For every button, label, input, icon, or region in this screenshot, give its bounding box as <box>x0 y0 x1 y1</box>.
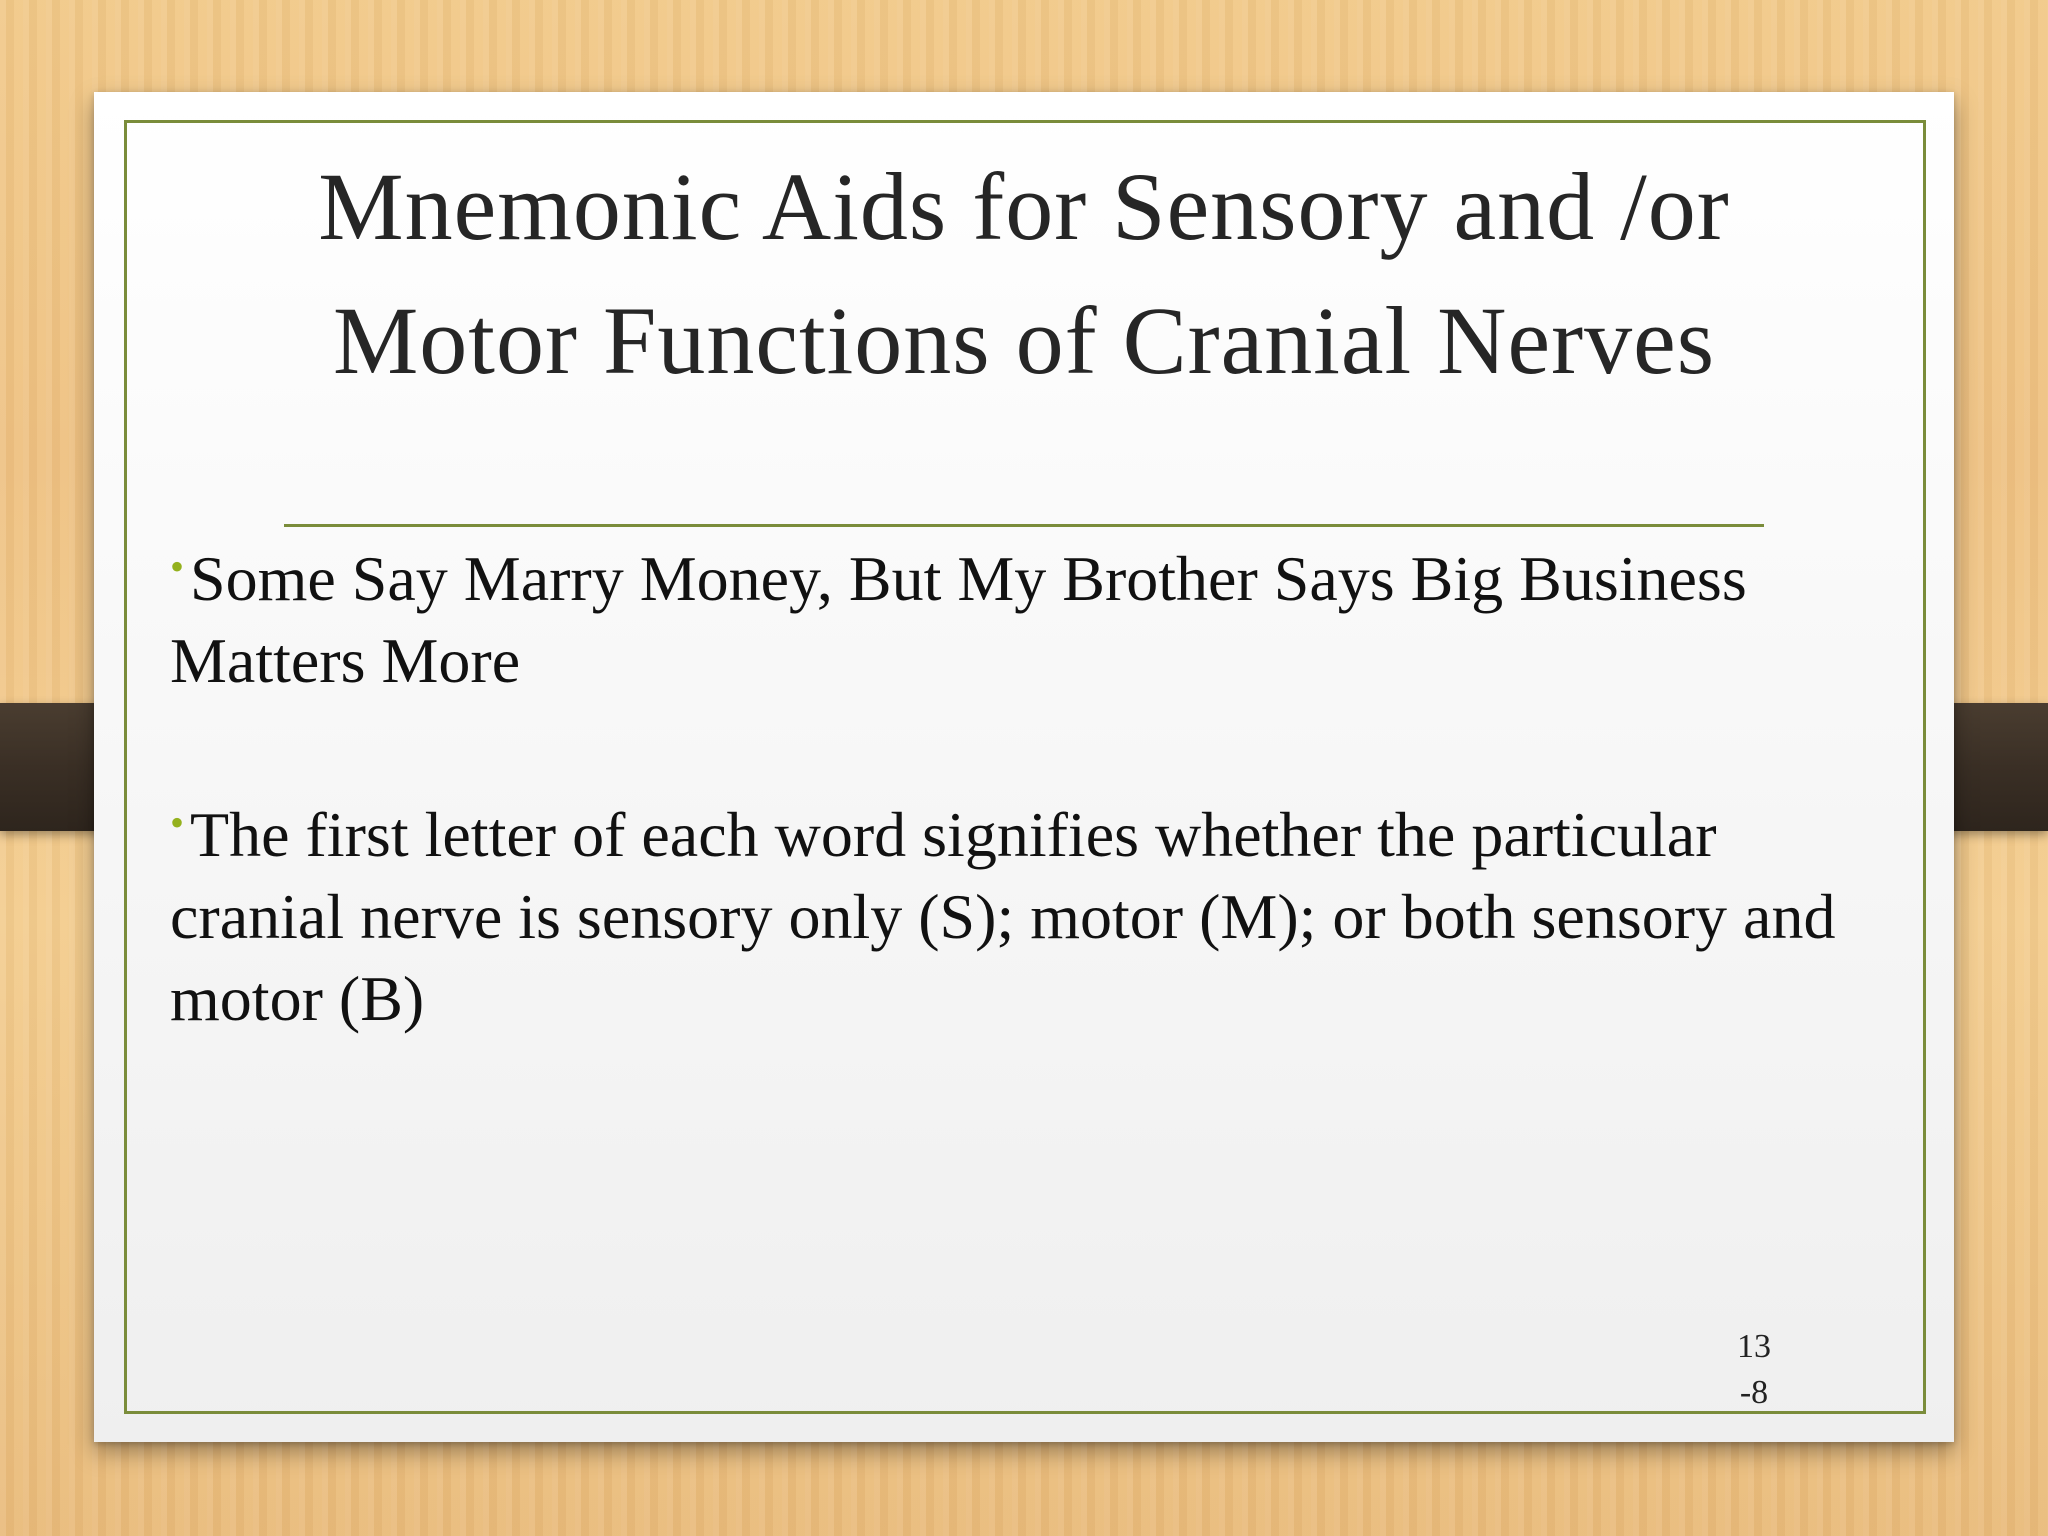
bullet-item <box>170 526 1890 702</box>
slide-number <box>1704 1324 1804 1416</box>
slide-number-line: -8 <box>1739 1374 1769 1411</box>
bullet-icon: • <box>170 544 185 589</box>
bullet-text: Some Say Marry Money, But My Brother Says Big Business Matters More <box>170 543 1747 696</box>
slide-title: Mnemonic Aids for Sensory and /or Motor Functions of Cranial Nerves <box>318 153 1730 394</box>
bullet-text: The first letter of each word signifies whether the particular cranial nerve is sensory only (S); motor (M); or both sensory and motor (B) <box>170 799 1836 1034</box>
slide-number-line: 13 <box>1737 1328 1771 1365</box>
bullet-icon: • <box>170 800 185 845</box>
bullet-item <box>170 782 1890 1040</box>
slide-card <box>94 92 1954 1442</box>
